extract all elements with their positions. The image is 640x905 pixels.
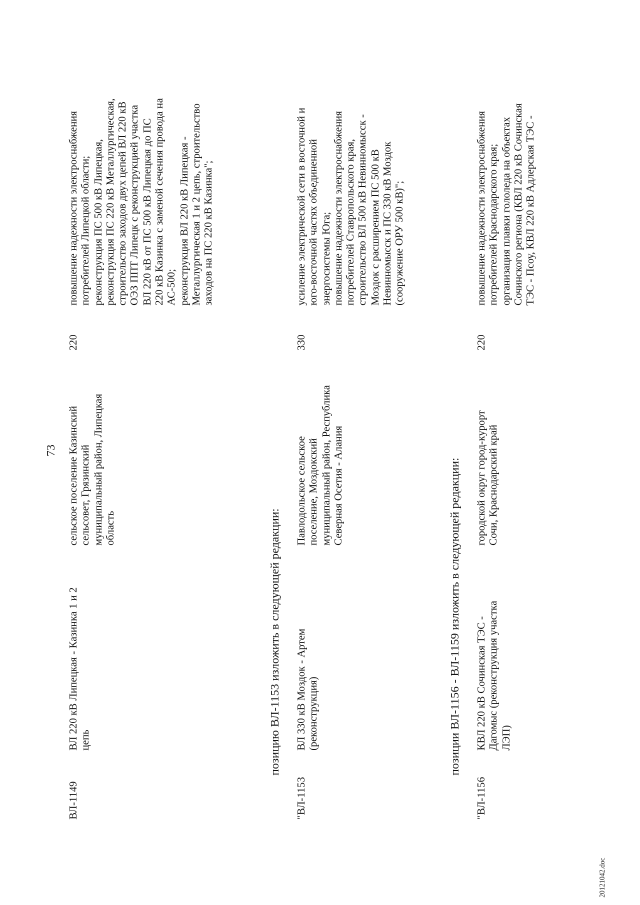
row-location: Павлодольское сельское поселение, Моздокский муниципальный район, Республика Северная Осетия - Алания: [296, 384, 344, 545]
row-description: усиление электрической сети в восточной и юго-восточной частях объединенной энергосистемы Юга; повышение надежности электроснабжения потребителей Ставропольского края, строительство ВЛ 500 кВ Невинномысск - Моздок с расширением ПС 500 кВ Невинномысск и ПС 330 кВ Моздок (сооружение ОРУ 500 кВ)";: [296, 107, 406, 305]
row-voltage: 220: [68, 334, 79, 350]
row-location: городской округ город-курорт Сочи, Краснодарский край: [476, 409, 500, 545]
section-heading: позиции ВЛ-1156 - ВЛ-1159 изложить в следующей редакции:: [447, 457, 461, 775]
row-voltage: 330: [296, 334, 307, 350]
row-description: повышение надежности электроснабжения потребителей Краснодарского края; организация плавки гололеда на объектах Сочинского региона (КВЛ 220 кВ Сочинская ТЭС - Псоу, КВЛ 220 кВ Адлерская ТЭС -: [476, 102, 537, 305]
row-object-name: КВЛ 220 кВ Сочинская ТЭС - Дагомыс (реконструкция участка ЛЭП): [476, 600, 512, 750]
row-object-name: ВЛ 220 кВ Липецкая - Казинка 1 и 2 цепь: [68, 586, 92, 750]
row-code: "ВЛ-1156: [476, 776, 487, 819]
section-heading: позицию ВЛ-1153 изложить в следующей редакции:: [267, 507, 281, 775]
row-code: ВЛ-1149: [68, 780, 79, 819]
footer-filename: 20121042.doc: [598, 857, 606, 897]
row-voltage: 220: [476, 334, 487, 350]
row-object-name: ВЛ 330 кВ Моздок - Артем (реконструкция): [296, 628, 320, 750]
page-number: 73: [43, 444, 57, 456]
row-description: повышение надежности электроснабжения потребителей Липецкой области; реконструкция ПС 500 кВ Липецкая, реконструкция ПС 220 кВ Металлургическая, строительство заходов двух цепей ВЛ 220 кВ ОЭЗ ППТ Липецк с реконструкцией участка ВЛ 220 кВ от ПС 500 кВ Липецкая до ПС 220 кВ Казинка с заменой сечения провода на АС-500; реконструкция ВЛ 220 кВ Липецкая - Металлургическая 1 и 2 цепь, строительство заходов на ПС 220 кВ Казинка";: [68, 97, 215, 305]
row-location: сельское поселение Казинский сельсовет, Грязинский муниципальный район, Липецкая область: [68, 393, 116, 545]
row-code: "ВЛ-1153: [296, 776, 307, 819]
